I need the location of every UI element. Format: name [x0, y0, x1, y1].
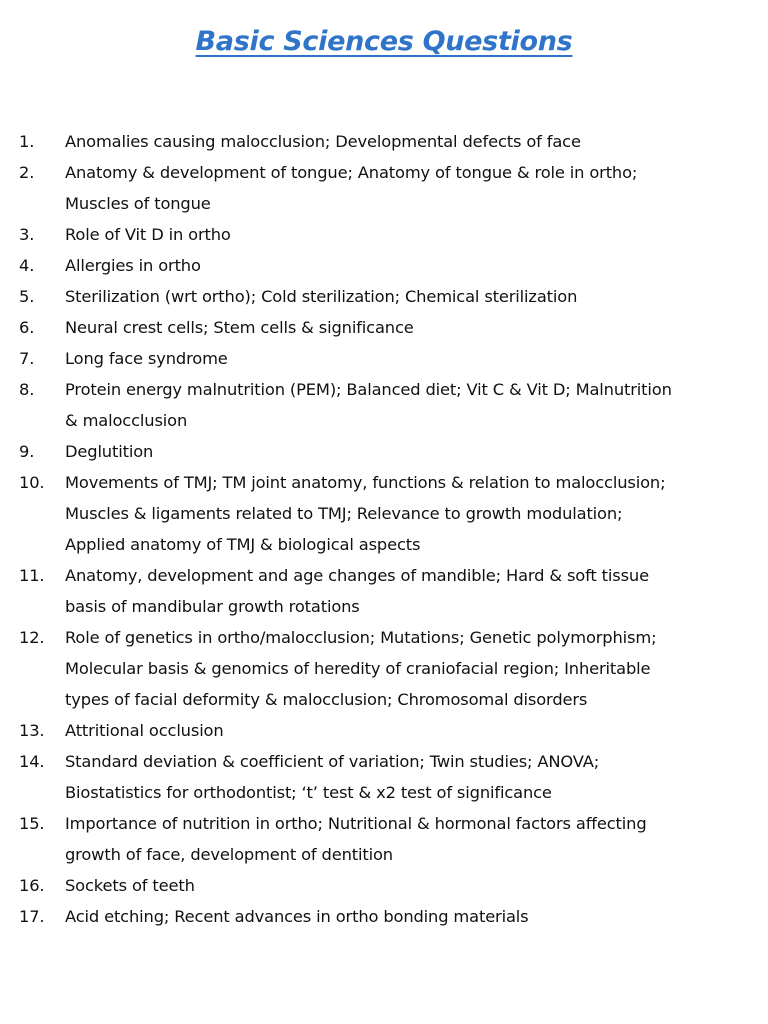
- question-item: [0, 746, 768, 808]
- question-text-line: Long face syndrome: [65, 349, 228, 368]
- question-text-line: Deglutition: [65, 442, 154, 461]
- question-text-line: Muscles of tongue: [65, 194, 211, 213]
- question-text-line: Biostatistics for orthodontist; ‘t’ test & x2 test of significance: [65, 783, 552, 802]
- question-item: [0, 715, 768, 746]
- question-text-line: Role of genetics in ortho/malocclusion; Mutations; Genetic polymorphism;: [65, 628, 657, 647]
- question-item: [0, 560, 768, 622]
- question-item: [0, 219, 768, 250]
- question-item: [0, 808, 768, 870]
- question-item: [0, 343, 768, 374]
- question-text-line: Allergies in ortho: [65, 256, 201, 275]
- question-number: 12.: [19, 628, 45, 647]
- question-item: [0, 436, 768, 467]
- question-item: [0, 312, 768, 343]
- question-item: [0, 281, 768, 312]
- question-number: 6.: [19, 318, 35, 337]
- question-number: 14.: [19, 752, 45, 771]
- question-text-line: Sockets of teeth: [65, 876, 195, 895]
- question-item: [0, 374, 768, 436]
- question-text-line: types of facial deformity & malocclusion; Chromosomal disorders: [65, 690, 588, 709]
- question-number: 7.: [19, 349, 35, 368]
- question-number: 3.: [19, 225, 35, 244]
- question-item: [0, 622, 768, 715]
- question-number: 9.: [19, 442, 35, 461]
- question-text-line: Attritional occlusion: [65, 721, 224, 740]
- question-number: 10.: [19, 473, 45, 492]
- question-text-line: Standard deviation & coefficient of variation; Twin studies; ANOVA;: [65, 752, 600, 771]
- question-text-line: Neural crest cells; Stem cells & significance: [65, 318, 414, 337]
- question-item: [0, 870, 768, 901]
- question-text-line: Molecular basis & genomics of heredity of craniofacial region; Inheritable: [65, 659, 651, 678]
- question-text-line: Importance of nutrition in ortho; Nutritional & hormonal factors affecting: [65, 814, 647, 833]
- question-text-line: Role of Vit D in ortho: [65, 225, 231, 244]
- question-number: 5.: [19, 287, 35, 306]
- question-list: [0, 126, 768, 932]
- question-number: 8.: [19, 380, 35, 399]
- question-number: 17.: [19, 907, 45, 926]
- question-number: 2.: [19, 163, 35, 182]
- question-item: [0, 250, 768, 281]
- question-text-line: basis of mandibular growth rotations: [65, 597, 360, 616]
- question-number: 13.: [19, 721, 45, 740]
- question-text-line: Acid etching; Recent advances in ortho bonding materials: [65, 907, 529, 926]
- question-text-line: Muscles & ligaments related to TMJ; Relevance to growth modulation;: [65, 504, 623, 523]
- page-title: Basic Sciences Questions: [195, 26, 573, 57]
- question-item: [0, 126, 768, 157]
- question-text-line: Applied anatomy of TMJ & biological aspects: [65, 535, 421, 554]
- question-number: 16.: [19, 876, 45, 895]
- question-number: 1.: [19, 132, 35, 151]
- question-number: 11.: [19, 566, 45, 585]
- question-text-line: Anomalies causing malocclusion; Developmental defects of face: [65, 132, 581, 151]
- question-text-line: Anatomy & development of tongue; Anatomy of tongue & role in ortho;: [65, 163, 638, 182]
- question-item: [0, 901, 768, 932]
- question-text-line: Protein energy malnutrition (PEM); Balanced diet; Vit C & Vit D; Malnutrition: [65, 380, 672, 399]
- question-text-line: Movements of TMJ; TM joint anatomy, functions & relation to malocclusion;: [65, 473, 666, 492]
- question-number: 15.: [19, 814, 45, 833]
- question-text-line: Anatomy, development and age changes of mandible; Hard & soft tissue: [65, 566, 649, 585]
- question-text-line: growth of face, development of dentition: [65, 845, 393, 864]
- question-number: 4.: [19, 256, 35, 275]
- question-item: [0, 157, 768, 219]
- question-text-line: Sterilization (wrt ortho); Cold sterilization; Chemical sterilization: [65, 287, 578, 306]
- question-item: [0, 467, 768, 560]
- question-text-line: & malocclusion: [65, 411, 188, 430]
